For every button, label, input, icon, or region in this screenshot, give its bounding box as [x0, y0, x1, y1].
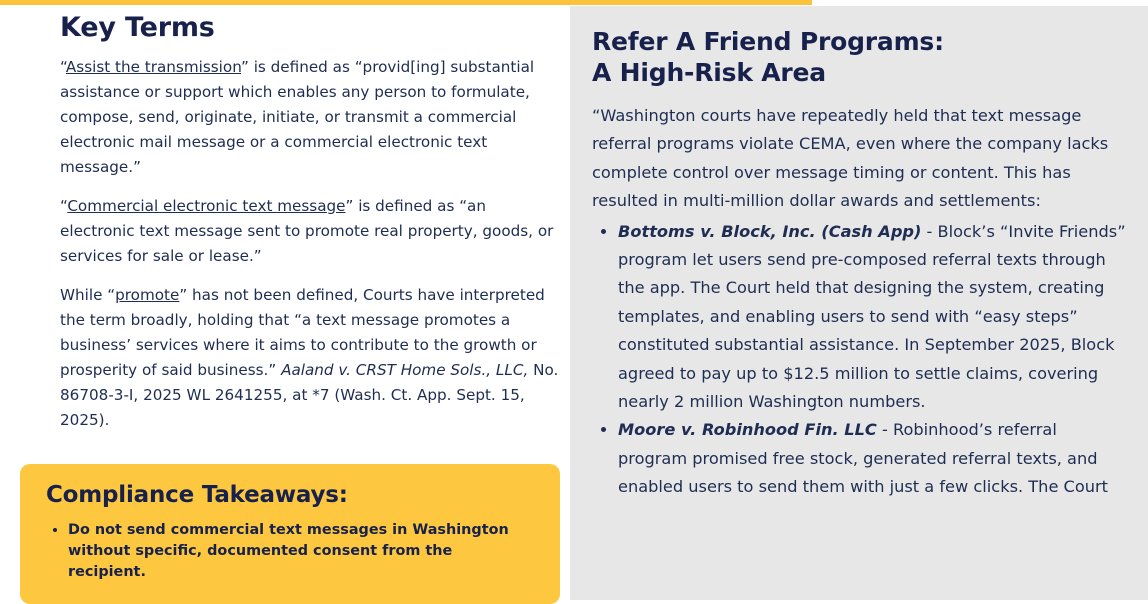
callout-title: Compliance Takeaways: [46, 482, 348, 508]
list-item [618, 416, 1126, 501]
case-name: Bottoms v. Block, Inc. (Cash App) [618, 221, 922, 241]
case-list [592, 218, 1126, 502]
right-panel-title [592, 26, 1126, 88]
callout-list [46, 520, 534, 583]
page-title: Key Terms [60, 12, 215, 43]
paragraph-assist-the-transmission [60, 55, 560, 180]
list-item [618, 218, 1126, 417]
paragraph-text: ” has not been defined, Courts have interpreted the term broadly, holding that “a text message promotes a business’ services where it aims to contribute to the growth or prosperity of said business.” [60, 286, 545, 379]
case-name: Moore v. Robinhood Fin. LLC [618, 420, 877, 440]
case-text: - Block’s “Invite Friends” program let users send pre-composed referral texts through the app. The Court held that designing the system, creating templates, and enabling users to send with “easy steps” constituted substantial assistance. In September 2025, Block agreed to pay up to $12.5 million to settle claims, covering nearly 2 million Washington numbers. [618, 221, 1126, 412]
term-commercial-electronic-text-message: Commercial electronic text message [67, 197, 346, 215]
paragraph-text: ” is defined as “provid[ing] substantial assistance or support which enables any person to formulate, compose, send, originate, initiate, or transmit a commercial electronic mail message or a commercial electronic text message.” [60, 58, 535, 176]
paragraph-text: ” is defined as “an electronic text message sent to promote real property, goods, or services for sale or lease.” [60, 197, 554, 265]
quote-open: “ [60, 197, 68, 215]
term-promote: promote [115, 286, 180, 304]
paragraph-commercial-electronic-text-message [60, 194, 560, 269]
right-panel-title-line1: Refer A Friend Programs: [592, 27, 944, 56]
right-panel-title-line2: A High-Risk Area [592, 58, 826, 87]
top-accent-bar [0, 0, 812, 5]
citation-reference: No. 86708-3-I, 2025 WL 2641255, at *7 (Wash. Ct. App. Sept. 15, 2025). [60, 361, 559, 429]
right-panel [570, 6, 1148, 600]
quote-open: “ [60, 58, 66, 76]
paragraph-prefix: While “ [60, 286, 116, 304]
list-item: • Do not send commercial text messages in Washington without specific, documented consent from the recipient. [68, 520, 534, 583]
term-assist-the-transmission: Assist the transmission [65, 58, 241, 76]
compliance-takeaways-callout [20, 464, 560, 604]
case-text: - Robinhood’s referral program promised free stock, generated referral texts, and enabled users to send them with just a few clicks. The Court [618, 420, 1109, 497]
left-column [60, 12, 560, 447]
right-panel-intro: “Washington courts have repeatedly held that text message referral programs violate CEMA, even where the company lacks complete control over message timing or content. This has resulted in multi-million dollar awards and settlements: [592, 106, 1109, 211]
paragraph-promote [60, 283, 560, 433]
citation-case-name: Aaland v. CRST Home Sols., LLC, [281, 361, 529, 379]
